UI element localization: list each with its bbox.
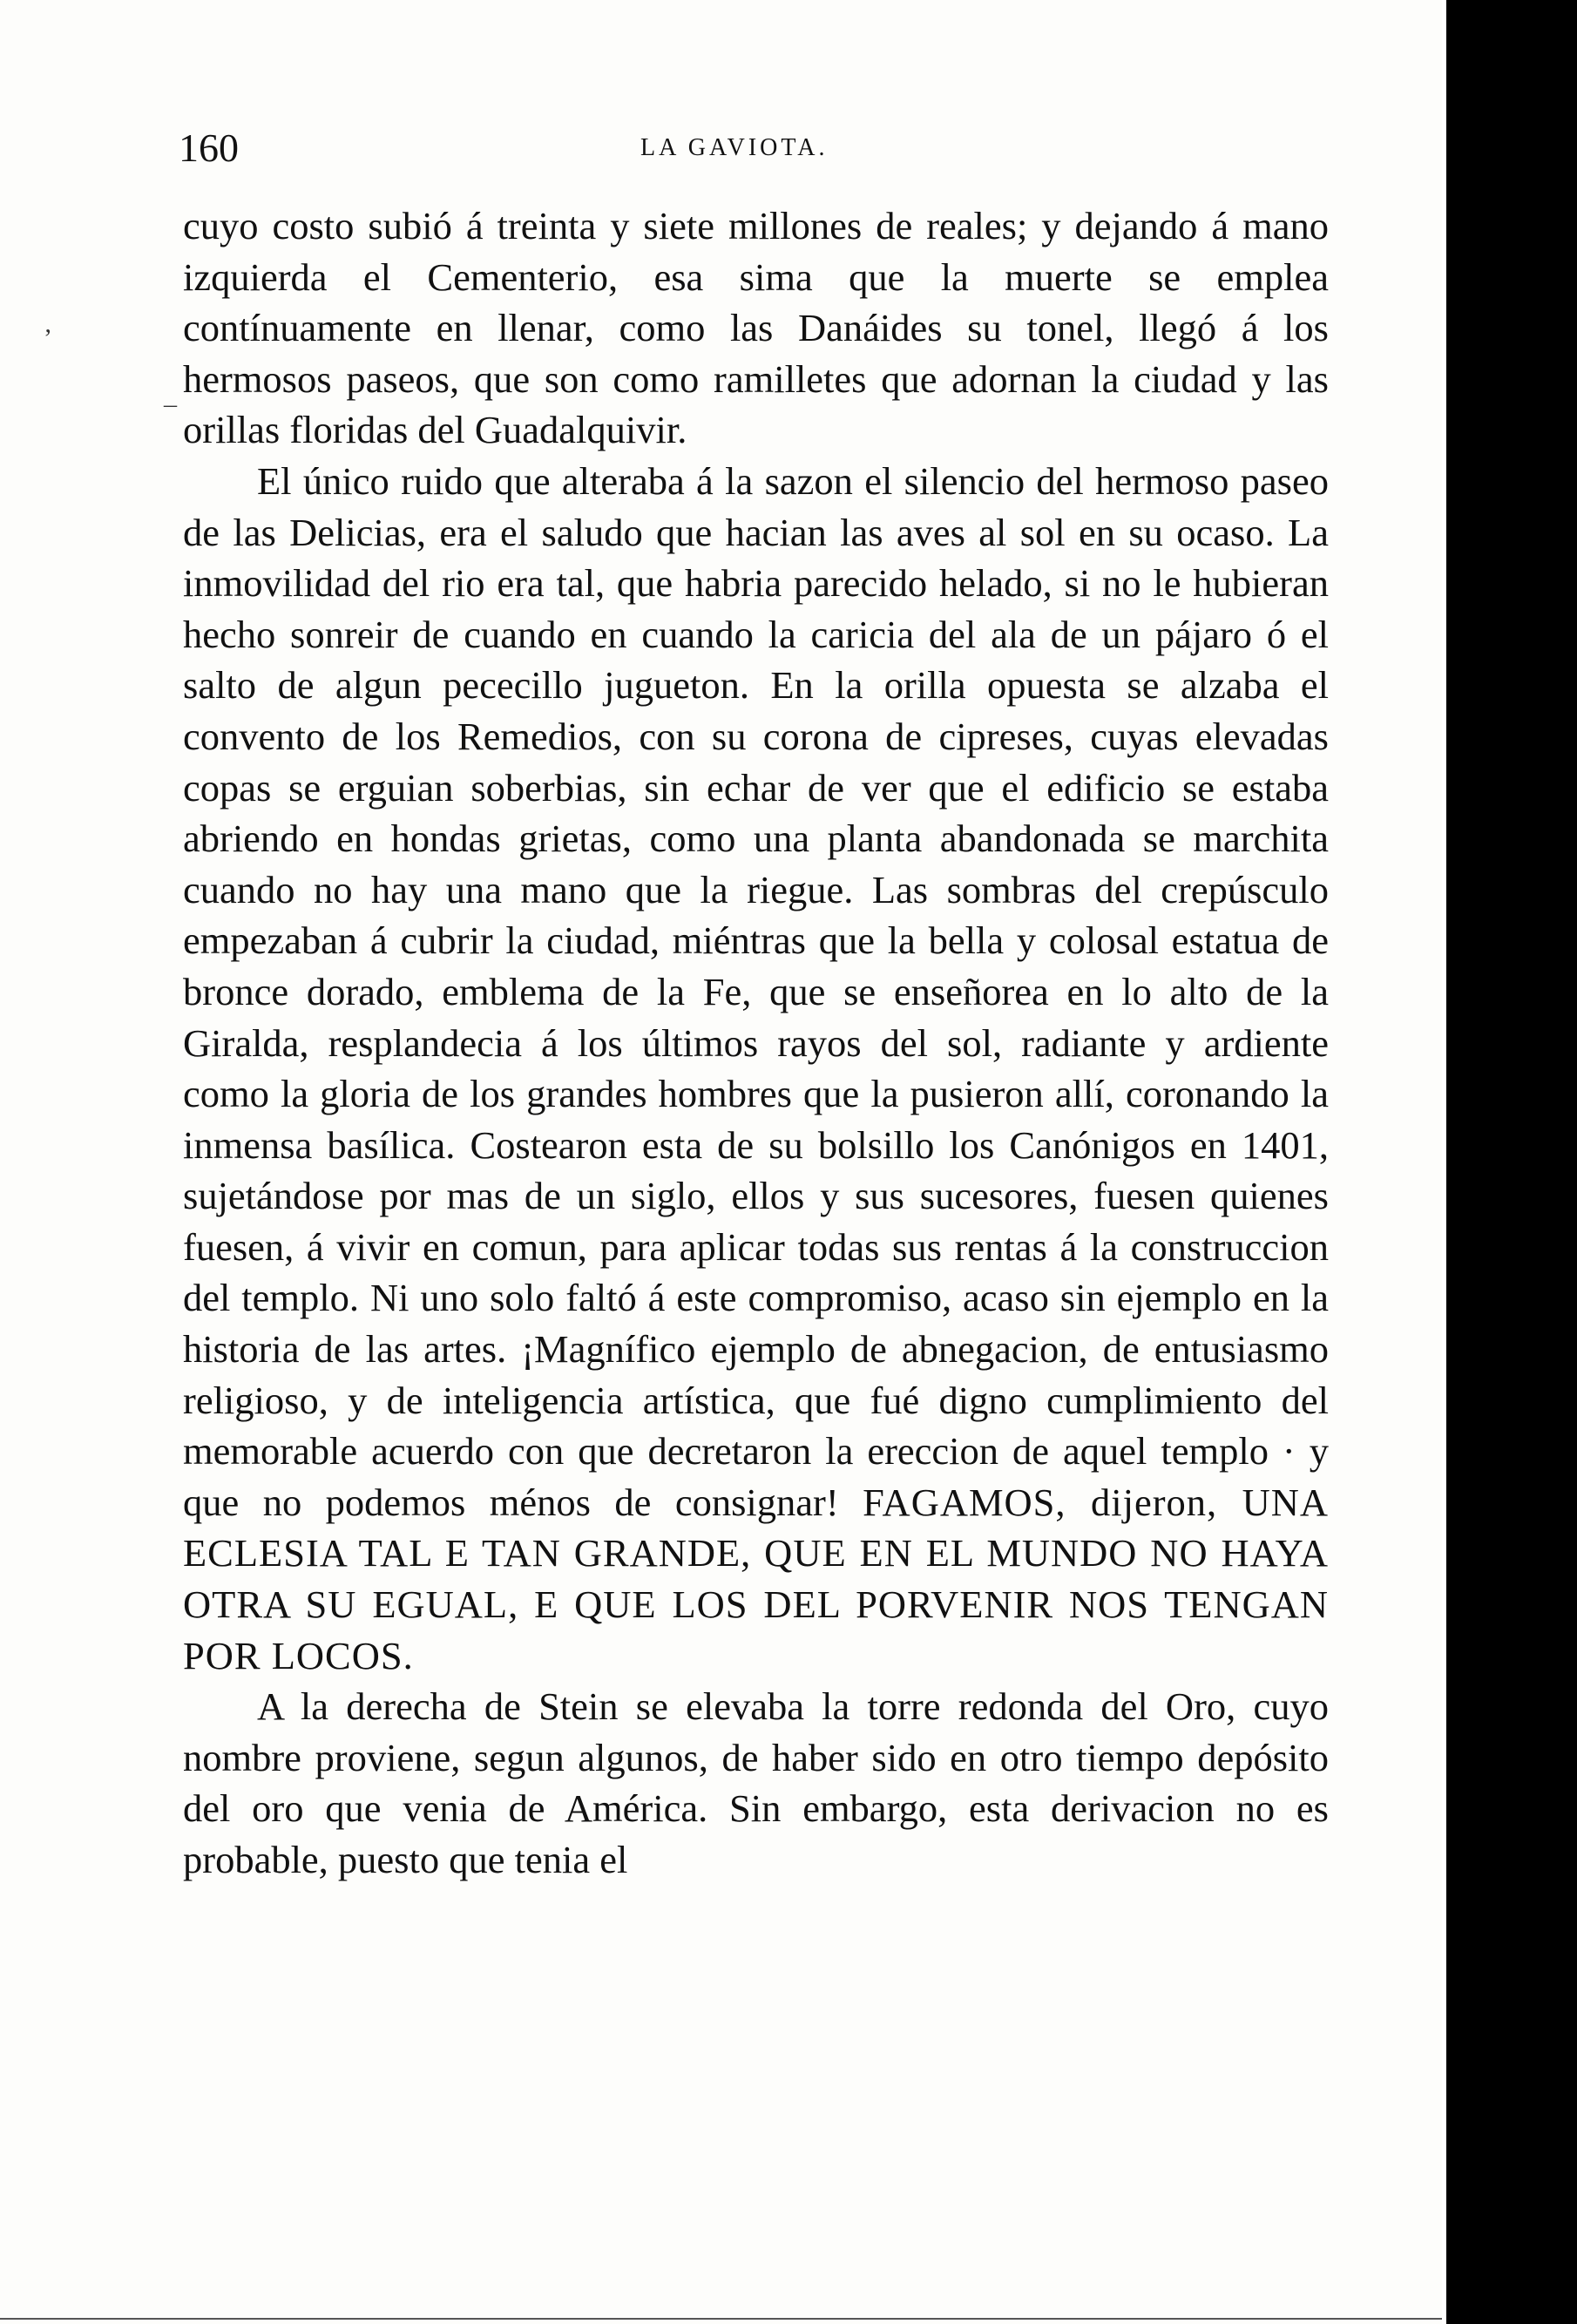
paragraph-torre-del-oro: A la derecha de Stein se elevaba la torre redonda del Oro, cuyo nombre proviene, segun algunos, de haber sido en otro tiempo depósito del oro que venia de América. Sin embargo, esta derivacion no es probable, puesto que tenia el: [183, 1684, 1329, 1881]
body-text: [183, 200, 1329, 2144]
paragraph-delicias: [183, 456, 1329, 1681]
scan-dark-margin: [1446, 0, 1577, 2324]
page-number: 160: [179, 125, 239, 170]
page-bottom-edge: [0, 2318, 1442, 2320]
page-header: [179, 122, 1324, 183]
paragraph-delicias-text: El único ruido que alteraba á la sazon el silencio del hermoso paseo de las Delicias, era el saludo que hacian las aves al sol en su ocaso. La inmovilidad del rio era tal, que habria parecido helado, si no le hubieran hecho sonreir de cuando en cuando la caricia del ala de un pájaro ó el salto de algun pececillo jugueton. En la orilla opuesta se alzaba el convento de los Remedios, con su corona de cipreses, cuyas elevadas copas se erguian soberbias, sin echar de ver que el edificio se estaba abriendo en hondas grietas, como una planta abandonada se marchita cuando no hay una mano que la riegue. Las sombras del crepúsculo empezaban á cubrir la ciudad, miéntras que la bella y colosal estatua de bronce dorado, emblema de la Fe, que se enseñorea en lo alto de la Giralda, resplandecia á los últimos rayos del sol, radiante y ardiente como la gloria de los grandes hombres que la pusieron allí, coronando la inmensa basílica. Costearon esta de su bolsillo los Canónigos en 1401, sujetándose por mas de un siglo, ellos y sus sucesores, fuesen quienes fuesen, á vivir en comun, para aplicar todas sus rentas á la construccion del templo. Ni uno solo faltó á este compromiso, acaso sin ejemplo en la historia de las artes. ¡Magnífico ejemplo de abnegacion, de entusiasmo religioso, y de inteligencia artística, que fué digno cumplimiento del memorable acuerdo con que decretaron la ereccion de aquel templo · y que no podemos ménos de consignar!: [183, 458, 1329, 1524]
margin-dash-mark: ¯: [164, 403, 177, 431]
paragraph-continued: cuyo costo subió á treinta y siete millones de reales; y dejando á mano izquierda el Cementerio, esa sima que la muerte se emplea contínuamente en llenar, como las Danáides su tonel, llegó á los hermosos paseos, que son como ramilletes que adornan la ciudad y las orillas floridas del Guadalquivir.: [183, 204, 1329, 452]
quoted-decree: FAGAMOS, dijeron, UNA ECLESIA TAL E TAN GRANDE, QUE EN EL MUNDO NO HAYA OTRA SU EGUAL, E QUE LOS DEL PORVENIR NOS TENGAN POR LOCOS.: [183, 1480, 1330, 1677]
running-title: LA GAVIOTA.: [640, 134, 829, 161]
margin-tick-mark: ‚: [44, 309, 52, 338]
